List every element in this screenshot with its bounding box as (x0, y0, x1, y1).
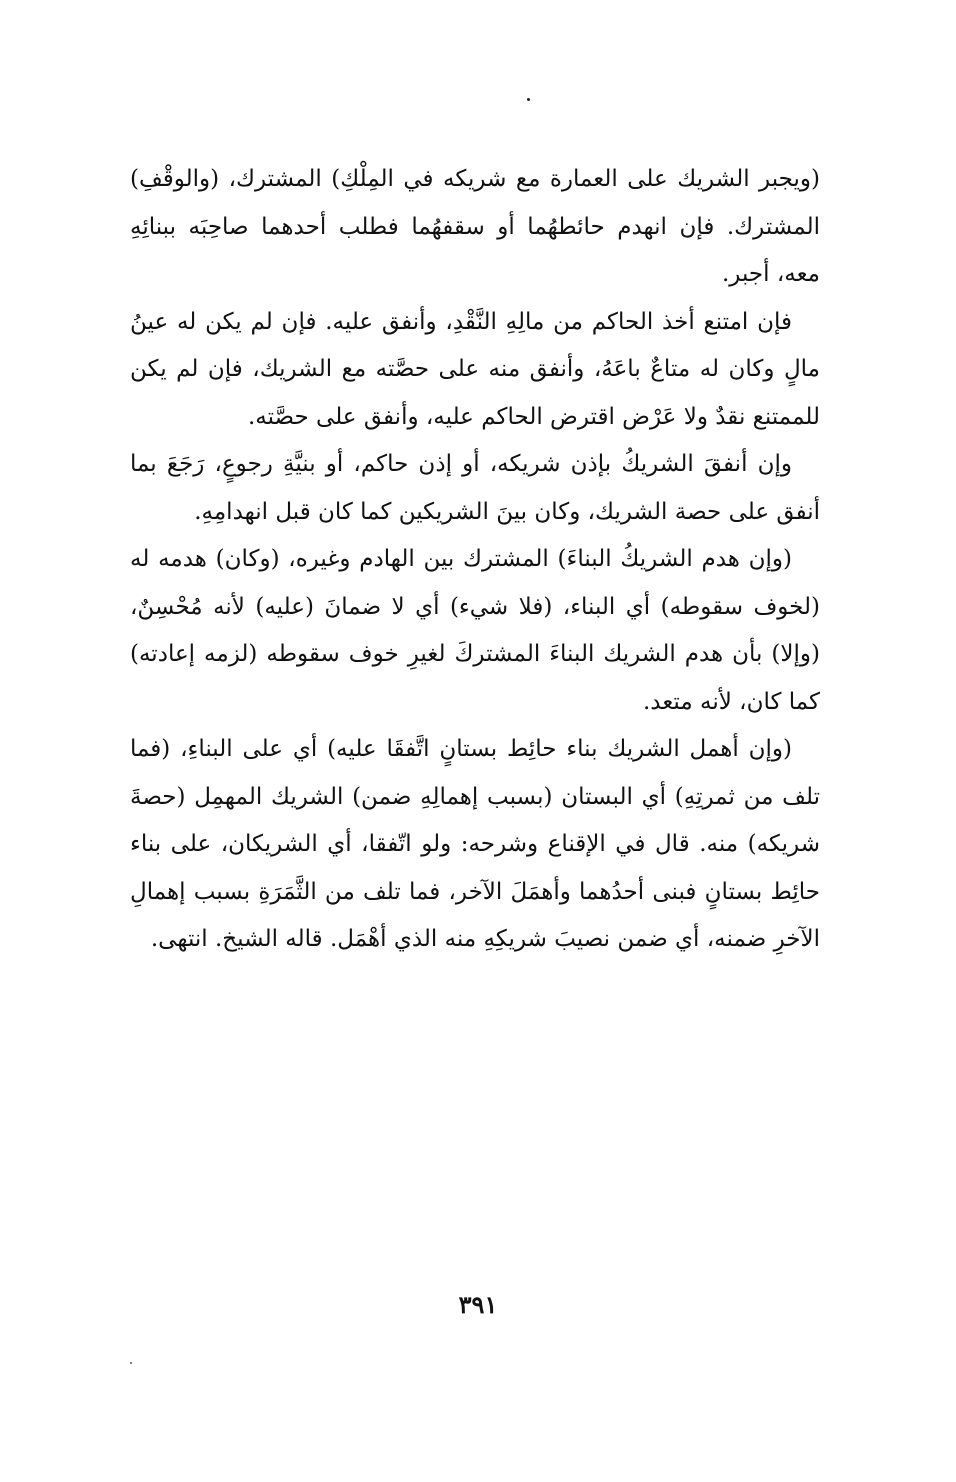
scan-speck (130, 1362, 132, 1364)
body-text (130, 156, 820, 964)
paragraph-5: (وإن أهمل الشريك بناء حائِط بستانٍ اتَّفقَا عليه) أي على البناءِ، (فما تلف من ثمرتِهِ) أي البستان (بسبب إهمالِهِ ضمن) الشريك المهمِل (حصةَ شريكه) منه. قال في الإقناع وشرحه: ولو اتّفقا، أي الشريكان، على بناء حائِط بستانٍ فبنى أحدُهما وأهمَلَ الآخر، فما تلف من الثَّمَرَةِ بسبب إهمالِ الآخرِ ضمنه، أي ضمن نصيبَ شريكِهِ منه الذي أهْمَل. قاله الشيخ. انتهى. (130, 736, 820, 952)
paragraph-2: فإن امتنع أخذ الحاكم من مالِهِ النَّقْدِ، وأنفق عليه. فإن لم يكن له عينُ مالٍ وكان له متاعٌ باعَهُ، وأنفق منه على حصَّته مع الشريك، فإن لم يكن للممتنع نقدٌ ولا عَرْض اقترض الحاكم عليه، وأنفق على حصَّته. (130, 308, 820, 430)
paragraph-3: وإن أنفقَ الشريكُ بإذن شريكه، أو إذن حاكم، أو بنيَّةِ رجوعٍ، رَجَعَ بما أنفق على حصة الشريك، وكان بينَ الشريكين كما كان قبل انهدامِهِ. (130, 451, 820, 525)
paragraph-1: (ويجبر الشريك على العمارة مع شريكه في المِلْكِ) المشترك، (والوقْفِ) المشترك. فإن انهدم حائطهُما أو سقفهُما فطلب أحدهما صاحِبَه ببنائِهِ معه، أجبر. (130, 166, 820, 287)
page-number: ٣٩١ (458, 1290, 498, 1319)
scan-speck (527, 98, 530, 101)
paragraph-4: (وإن هدم الشريكُ البناءَ) المشترك بين الهادم وغيره، (وكان) هدمه له (لخوف سقوطه) أي البناء، (فلا شيء) أي لا ضمانَ (عليه) لأنه مُحْسِنٌ، (وإلا) بأن هدم الشريك البناءَ المشتركَ لغيرِ خوف سقوطه (لزمه إعادته) كما كان، لأنه متعد. (130, 546, 820, 715)
